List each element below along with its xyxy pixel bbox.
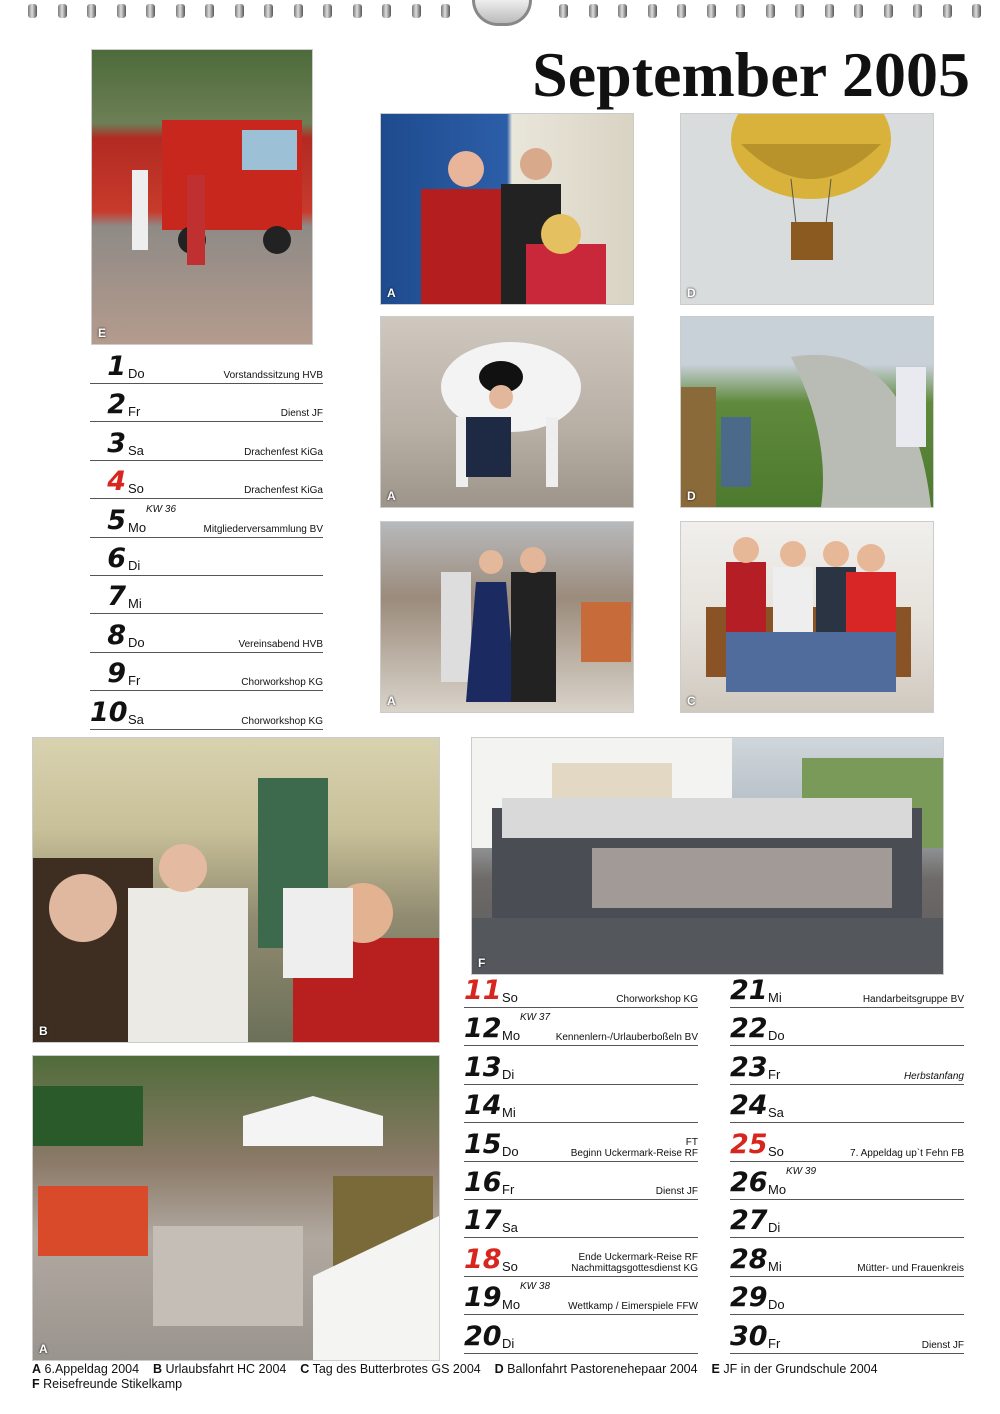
calendar-title: September 2005 [532,39,970,110]
legend-item-c: C Tag des Butterbrotes GS 2004 [300,1362,481,1376]
calendar-day-row [730,1202,964,1238]
calendar-day-row [464,1010,698,1046]
day-number: 7 [107,581,126,613]
day-number: 3 [107,427,126,459]
day-number: 26 [730,1167,768,1198]
calendar-day-row [90,502,323,538]
photo-tag: A [387,694,396,708]
binding-ring [943,4,952,18]
calendar-day-row [464,1241,698,1277]
weekday-label: So [768,1143,784,1159]
event-text: Chorworkshop KG [241,677,323,689]
day-number: 2 [107,389,126,421]
binding-ring [235,4,244,18]
weekday-label: Do [502,1143,519,1159]
day-number: 25 [730,1128,768,1160]
binding-ring [382,4,391,18]
binding-ring [825,4,834,18]
calendar-day-row [90,463,323,499]
weekday-label: Fr [768,1066,781,1082]
calendar-day-row [90,617,323,653]
weekday-label: Mo [128,519,147,535]
binding-ring [87,4,96,18]
weekday-label: Mi [768,990,782,1005]
calendar-day-row [730,972,964,1008]
calendar-day-row [90,348,323,384]
photo-tag: C [687,694,696,708]
binding-ring [766,4,775,18]
weekday-label: Di [502,1066,515,1082]
event-text: Dienst JF [280,408,323,420]
day-number: 16 [464,1167,502,1198]
weekday-label: Mi [768,1258,782,1274]
calendar-day-row [90,578,323,614]
calendar-day-row [730,1126,964,1162]
event-text: Mütter- und Frauenkreis [857,1262,964,1274]
event-text: Vereinsabend HVB [238,638,323,650]
photo-children-sofa [681,522,933,712]
event-text: Dienst JF [921,1339,964,1351]
calendar-day-row [730,1010,964,1046]
day-number: 15 [464,1128,502,1160]
binding-ring [323,4,332,18]
binding-ring [618,4,627,18]
weekday-label: Do [768,1297,785,1313]
weekday-label: Di [768,1220,781,1236]
day-number: 8 [107,619,126,651]
binding-ring [353,4,362,18]
legend-item-f: F Reisefreunde Stikelkamp [32,1377,183,1391]
calendar-day-row [730,1279,964,1315]
calendar-week-label: KW 39 [786,1166,817,1177]
calendar-day-row [90,386,323,422]
photo-balloon-ground [681,317,933,507]
calendar-day-row [90,425,323,461]
photo-tag: D [687,489,696,503]
calendar-day-row [730,1241,964,1277]
photo-tag: B [39,1024,48,1038]
event-text: Handarbeitsgruppe BV [862,994,964,1005]
photo-tag: A [39,1342,48,1356]
event-text: Drachenfest KiGa [244,485,323,497]
day-number: 5 [107,504,126,536]
binding-ring [648,4,657,18]
calendar-day-row [90,540,323,576]
binding-ring [412,4,421,18]
weekday-label: So [502,1258,518,1274]
binding-ring [884,4,893,18]
day-number: 30 [730,1320,768,1352]
binding-ring [205,4,214,18]
photo-cow-model [381,317,633,507]
day-number: 17 [464,1205,502,1237]
event-text: Kennenlern-/Urlauberboßeln BV [555,1032,698,1044]
day-number: 22 [730,1013,768,1045]
photo-tag: A [387,489,396,503]
photo-exhibition [381,114,633,304]
weekday-label: Fr [128,673,141,689]
day-number: 4 [107,466,126,498]
photo-tag: A [387,286,396,300]
day-number: 1 [107,351,126,382]
weekday-label: Mi [128,596,142,612]
binding-ring [117,4,126,18]
weekday-label: Mo [502,1297,521,1313]
calendar-day-row [90,694,323,730]
weekday-label: Mi [502,1105,516,1121]
day-number: 27 [730,1205,768,1237]
binding-ring [294,4,303,18]
calendar-day-row [730,1049,964,1085]
photo-train-interior [33,738,439,1042]
photo-harvest-queen [381,522,633,712]
weekday-label: Sa [128,442,144,458]
calendar-day-row [464,1202,698,1238]
calendar-week-label: KW 38 [520,1281,551,1293]
photo-travel-group [472,738,943,974]
weekday-label: So [502,990,518,1005]
calendar-day-row [90,655,323,691]
legend-item-a: A 6.Appeldag 2004 [32,1362,140,1376]
calendar-day-row [464,1126,698,1162]
day-number: 12 [464,1013,502,1045]
binding-ring [264,4,273,18]
binding-ring [146,4,155,18]
day-number: 23 [730,1051,768,1083]
weekday-label: Fr [768,1335,781,1351]
calendar-day-row [464,1087,698,1123]
event-text: Chorworkshop KG [241,715,323,727]
weekday-label: Di [128,558,141,573]
binding-ring [176,4,185,18]
event-text: Vorstandssitzung HVB [223,370,323,381]
calendar-day-row [464,1318,698,1354]
day-number: 18 [464,1243,502,1275]
event-text: Wettkamp / Eimerspiele FFW [568,1301,698,1313]
day-number: 24 [730,1090,768,1122]
day-number: 14 [464,1090,502,1122]
binding-ring [972,4,981,18]
calendar-day-row [464,972,698,1008]
event-text: FT Beginn Uckermark-Reise RF [570,1136,698,1159]
calendar-day-row [730,1087,964,1123]
photo-fire-truck [92,50,312,344]
event-text: Dienst JF [655,1186,698,1197]
binding-ring [589,4,598,18]
day-number: 13 [464,1051,502,1083]
weekday-label: Di [502,1335,515,1351]
weekday-label: Sa [128,711,144,727]
event-text: 7. Appeldag up`t Fehn FB [850,1147,964,1159]
photo-legend [32,1362,982,1392]
day-number: 28 [730,1243,768,1275]
weekday-label: Sa [502,1220,518,1236]
binding-ring [913,4,922,18]
event-text: Herbstanfang [903,1070,964,1082]
binding-ring [795,4,804,18]
photo-tag: D [687,286,696,300]
calendar-week-label: KW 36 [146,503,177,515]
weekday-label: Fr [502,1182,515,1197]
event-text: Mitgliederversammlung BV [203,523,323,535]
photo-market-square [33,1056,439,1360]
legend-item-b: B Urlaubsfahrt HC 2004 [152,1362,287,1376]
binding-ring [854,4,863,18]
day-number: 9 [107,658,126,690]
photo-tag: E [98,326,107,340]
binding-ring [58,4,67,18]
binding-ring [677,4,686,18]
calendar-week-label: KW 37 [520,1012,551,1024]
day-number: 29 [730,1282,768,1314]
binding-ring [736,4,745,18]
weekday-label: Mo [768,1182,787,1197]
weekday-label: Do [768,1028,785,1044]
weekday-label: Fr [128,404,141,420]
event-text: Drachenfest KiGa [244,446,323,458]
day-number: 10 [90,696,128,728]
day-number: 21 [730,975,768,1006]
day-number: 6 [107,543,126,574]
binding-ring [28,4,37,18]
day-number: 19 [464,1282,502,1314]
calendar-day-row [464,1279,698,1315]
weekday-label: Mo [502,1028,521,1044]
calendar-day-row [464,1164,698,1200]
binding-ring [559,4,568,18]
weekday-label: So [128,481,144,497]
calendar-day-row [730,1164,964,1200]
weekday-label: Do [128,366,145,381]
weekday-label: Sa [768,1105,784,1121]
legend-item-e: E JF in der Grundschule 2004 [711,1362,878,1376]
photo-balloon-sky [681,114,933,304]
calendar-day-row [730,1318,964,1354]
binding-ring [441,4,450,18]
weekday-label: Do [128,634,145,650]
calendar-day-row [464,1049,698,1085]
day-number: 20 [464,1320,502,1352]
binding-ring [707,4,716,18]
event-text: Chorworkshop KG [616,994,698,1005]
event-text: Ende Uckermark-Reise RF Nachmittagsgottesdienst KG [571,1251,698,1274]
day-number: 11 [464,975,502,1006]
legend-item-d: D Ballonfahrt Pastorenehepaar 2004 [494,1362,698,1376]
photo-tag: F [478,956,486,970]
